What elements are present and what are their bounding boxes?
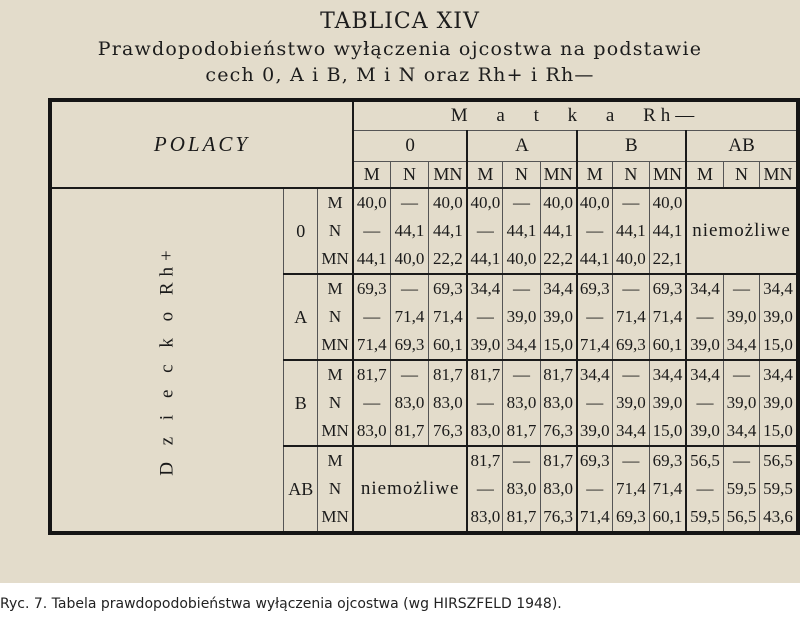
table-cell: 71,4 [353, 331, 390, 360]
child-type-label: MN [318, 503, 354, 533]
table-cell: 34,4 [503, 331, 540, 360]
table-cell: 59,5 [723, 475, 759, 503]
mother-type-header: M [467, 162, 503, 189]
child-group-label: AB [284, 446, 318, 533]
mother-group-header: B [577, 131, 686, 162]
table-cell: — [612, 274, 649, 303]
table-cell: — [467, 217, 503, 245]
table-cell: 56,5 [760, 446, 798, 475]
table-cell: 81,7 [429, 360, 467, 389]
table-cell: 81,7 [540, 360, 577, 389]
table-cell: — [503, 360, 540, 389]
mother-type-header: N [723, 162, 759, 189]
table-cell: 81,7 [503, 503, 540, 533]
table-cell: 34,4 [467, 274, 503, 303]
table-cell: 40,0 [429, 188, 467, 217]
table-subtitle-line2: cech 0, A i B, M i N oraz Rh+ i Rh— [205, 64, 595, 86]
table-cell: 44,1 [503, 217, 540, 245]
mother-type-header: N [503, 162, 540, 189]
table-cell: 81,7 [467, 360, 503, 389]
table-cell: 40,0 [390, 245, 429, 274]
table-cell: 40,0 [467, 188, 503, 217]
table-cell: — [390, 188, 429, 217]
child-type-label: N [318, 303, 354, 331]
table-cell: 34,4 [723, 417, 759, 446]
table-cell: 71,4 [390, 303, 429, 331]
table-cell: 40,0 [577, 188, 613, 217]
probability-table [48, 98, 800, 535]
table-cell: — [503, 446, 540, 475]
child-type-label: M [318, 274, 354, 303]
table-cell: 40,0 [612, 245, 649, 274]
table-cell: 71,4 [612, 475, 649, 503]
mother-group-header: 0 [353, 131, 467, 162]
table-cell: — [686, 303, 723, 331]
table-cell: 34,4 [760, 360, 798, 389]
child-group-label: B [284, 360, 318, 446]
table-cell: 39,0 [612, 389, 649, 417]
table-cell: 15,0 [760, 331, 798, 360]
mother-type-header: MN [760, 162, 798, 189]
table-cell: 34,4 [760, 274, 798, 303]
table-cell: 39,0 [577, 417, 613, 446]
table-subtitle-line1: Prawdopodobieństwo wyłączenia ojcostwa na podstawie [97, 38, 703, 60]
table-cell: 76,3 [540, 417, 577, 446]
table-cell: 60,1 [649, 503, 686, 533]
table-cell: 56,5 [686, 446, 723, 475]
table-cell: 69,3 [577, 446, 613, 475]
table-cell: 44,1 [429, 217, 467, 245]
table-cell: 39,0 [723, 303, 759, 331]
table-cell: 15,0 [760, 417, 798, 446]
table-cell: 40,0 [503, 245, 540, 274]
table-cell: 71,4 [577, 503, 613, 533]
table-cell: 39,0 [760, 303, 798, 331]
mother-group-header: AB [686, 131, 798, 162]
table-cell: 44,1 [390, 217, 429, 245]
table-cell: — [467, 475, 503, 503]
table-cell: 69,3 [649, 446, 686, 475]
table-cell: 44,1 [467, 245, 503, 274]
table-cell: — [577, 389, 613, 417]
table-cell: 40,0 [540, 188, 577, 217]
table-cell: — [577, 217, 613, 245]
table-cell: 81,7 [390, 417, 429, 446]
table-cell: 76,3 [429, 417, 467, 446]
table-cell: — [686, 389, 723, 417]
table-cell: — [467, 389, 503, 417]
child-group-label: A [284, 274, 318, 360]
table-row [50, 188, 798, 217]
table-cell: 69,3 [353, 274, 390, 303]
table-cell: 22,2 [540, 245, 577, 274]
table-cell: 69,3 [612, 503, 649, 533]
table-cell: 39,0 [723, 389, 759, 417]
table-cell: 83,0 [540, 475, 577, 503]
table-cell: 69,3 [577, 274, 613, 303]
child-header-label: D z i e c k o Rh+ [156, 244, 178, 476]
table-cell: — [577, 303, 613, 331]
table-cell: 22,2 [429, 245, 467, 274]
table-cell: 83,0 [540, 389, 577, 417]
table-cell: 76,3 [540, 503, 577, 533]
mother-header: M a t k a Rh— [353, 100, 798, 131]
mother-type-header: N [612, 162, 649, 189]
table-cell: 69,3 [612, 331, 649, 360]
mother-type-header: M [686, 162, 723, 189]
table-cell: — [353, 303, 390, 331]
table-cell: 44,1 [540, 217, 577, 245]
table-cell: — [353, 217, 390, 245]
mother-type-header: MN [649, 162, 686, 189]
table-cell: 39,0 [649, 389, 686, 417]
table-cell: 69,3 [390, 331, 429, 360]
table-cell: 34,4 [612, 417, 649, 446]
corner-label: POLACY [50, 100, 353, 188]
table-cell: 59,5 [686, 503, 723, 533]
table-cell: 44,1 [649, 217, 686, 245]
table-cell: — [612, 188, 649, 217]
table-cell: — [390, 274, 429, 303]
table-cell: 34,4 [686, 274, 723, 303]
table-cell: 83,0 [429, 389, 467, 417]
table-cell: 40,0 [649, 188, 686, 217]
mother-type-header: M [577, 162, 613, 189]
table-cell: 40,0 [353, 188, 390, 217]
table-cell: 34,4 [577, 360, 613, 389]
table-cell: — [612, 360, 649, 389]
child-header [50, 188, 284, 533]
table-cell: — [503, 274, 540, 303]
table-cell: 34,4 [649, 360, 686, 389]
table-cell: 81,7 [503, 417, 540, 446]
child-group-label: 0 [284, 188, 318, 274]
table-cell: — [467, 303, 503, 331]
table-cell: — [612, 446, 649, 475]
table-cell: 43,6 [760, 503, 798, 533]
merged-cell: niemożliwe [686, 188, 798, 274]
mother-type-header: MN [429, 162, 467, 189]
table-cell: 59,5 [760, 475, 798, 503]
table-cell: — [577, 475, 613, 503]
table-cell: 69,3 [429, 274, 467, 303]
table-cell: 81,7 [540, 446, 577, 475]
table-cell: 83,0 [390, 389, 429, 417]
child-type-label: M [318, 360, 354, 389]
mother-type-header: MN [540, 162, 577, 189]
child-type-label: MN [318, 417, 354, 446]
mother-type-header: M [353, 162, 390, 189]
table-cell: 60,1 [649, 331, 686, 360]
table-cell: 44,1 [353, 245, 390, 274]
table-cell: 71,4 [577, 331, 613, 360]
table-cell: 69,3 [649, 274, 686, 303]
mother-group-header: A [467, 131, 576, 162]
table-cell: 15,0 [540, 331, 577, 360]
table-cell: 34,4 [540, 274, 577, 303]
table-cell: 83,0 [503, 389, 540, 417]
child-type-label: N [318, 217, 354, 245]
table-cell: 83,0 [503, 475, 540, 503]
table-cell: 60,1 [429, 331, 467, 360]
child-type-label: M [318, 188, 354, 217]
mother-type-header: N [390, 162, 429, 189]
table-cell: 83,0 [353, 417, 390, 446]
table-cell: 71,4 [649, 475, 686, 503]
merged-cell: niemożliwe [353, 446, 467, 533]
table-cell: 39,0 [760, 389, 798, 417]
table-cell: 83,0 [467, 503, 503, 533]
table-cell: 71,4 [612, 303, 649, 331]
table-cell: — [503, 188, 540, 217]
table-cell: 34,4 [686, 360, 723, 389]
table-cell: 81,7 [353, 360, 390, 389]
table-cell: — [686, 475, 723, 503]
table-cell: 39,0 [686, 331, 723, 360]
table-cell: — [353, 389, 390, 417]
child-type-label: N [318, 389, 354, 417]
table-cell: 44,1 [612, 217, 649, 245]
child-type-label: MN [318, 331, 354, 360]
table-cell: 71,4 [649, 303, 686, 331]
table-cell: 39,0 [503, 303, 540, 331]
figure-caption: Ryc. 7. Tabela prawdopodobieństwa wyłączenia ojcostwa (wg HIRSZFELD 1948). [0, 596, 562, 612]
table-cell: 39,0 [540, 303, 577, 331]
table-cell: — [723, 360, 759, 389]
table-cell: 34,4 [723, 331, 759, 360]
table-cell: 71,4 [429, 303, 467, 331]
table-cell: 15,0 [649, 417, 686, 446]
child-type-label: M [318, 446, 354, 475]
table-cell: 44,1 [577, 245, 613, 274]
table-cell: 81,7 [467, 446, 503, 475]
table-cell: 22,1 [649, 245, 686, 274]
table-cell: 83,0 [467, 417, 503, 446]
child-type-label: N [318, 475, 354, 503]
table-title: TABLICA XIV [320, 9, 480, 34]
table-cell: 39,0 [467, 331, 503, 360]
table-cell: 56,5 [723, 503, 759, 533]
table-cell: — [723, 274, 759, 303]
table-cell: — [390, 360, 429, 389]
table-cell: 39,0 [686, 417, 723, 446]
table-cell: — [723, 446, 759, 475]
child-type-label: MN [318, 245, 354, 274]
